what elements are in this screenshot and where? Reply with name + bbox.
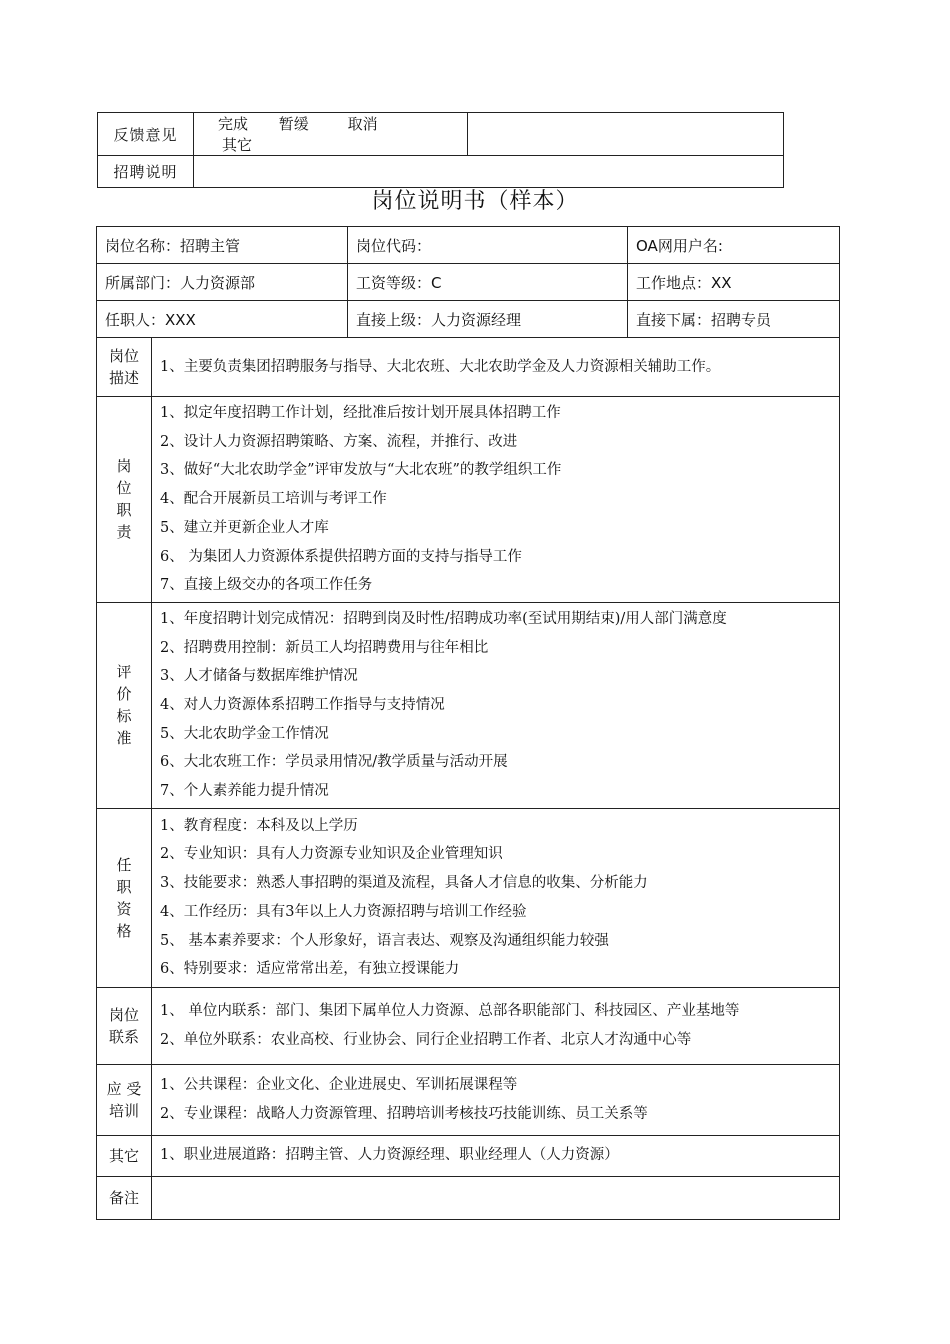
section-label: 评 价 标 准 xyxy=(97,602,152,808)
oa-user: OA网用户名: xyxy=(628,227,840,264)
option-complete[interactable]: 完成 xyxy=(218,115,249,133)
list-item: 6、 为集团人力资源体系提供招聘方面的支持与指导工作 xyxy=(160,548,522,565)
list-item: 1、主要负责集团招聘服务与指导、大北农班、大北农助学金及人力资源相关辅助工作。 xyxy=(160,358,721,375)
department: 所属部门：人力资源部 xyxy=(97,264,348,301)
position-name: 岗位名称：招聘主管 xyxy=(97,227,348,264)
section-content xyxy=(152,987,840,1064)
direct-subordinate: 直接下属：招聘专员 xyxy=(628,301,840,338)
section-content xyxy=(152,808,840,987)
feedback-options xyxy=(194,113,468,156)
position-code: 岗位代码： xyxy=(348,227,628,264)
recruit-row xyxy=(98,156,784,188)
incumbent: 任职人：XXX xyxy=(97,301,348,338)
list-item: 6、特别要求：适应常常出差，有独立授课能力 xyxy=(160,961,460,978)
section-label: 任 职 资 格 xyxy=(97,808,152,987)
section-duties xyxy=(97,397,840,603)
section-label: 岗位 描述 xyxy=(97,338,152,397)
section-label: 岗 位 职 责 xyxy=(97,397,152,603)
list-item: 6、大北农班工作：学员录用情况/教学质量与活动开展 xyxy=(160,754,508,771)
work-location: 工作地点：XX xyxy=(628,264,840,301)
document-title: 岗位说明书（样本） xyxy=(371,189,579,214)
feedback-blank[interactable] xyxy=(468,113,784,156)
list-item: 1、公共课程：企业文化、企业进展史、军训拓展课程等 xyxy=(160,1077,518,1094)
section-label: 岗位 联系 xyxy=(97,987,152,1064)
direct-superior: 直接上级：人力资源经理 xyxy=(348,301,628,338)
section-description xyxy=(97,338,840,397)
section-content xyxy=(152,338,840,397)
salary-grade: 工资等级：C xyxy=(348,264,628,301)
recruit-label: 招聘说明 xyxy=(98,156,194,188)
info-row-1 xyxy=(97,227,840,264)
remarks-content[interactable] xyxy=(152,1176,840,1219)
list-item: 5、 基本素养要求：个人形象好，语言表达、观察及沟通组织能力较强 xyxy=(160,932,609,949)
section-content xyxy=(152,397,840,603)
option-cancel[interactable]: 取消 xyxy=(347,115,378,133)
feedback-table xyxy=(97,112,784,188)
section-content xyxy=(152,1064,840,1135)
list-item: 3、人才储备与数据库维护情况 xyxy=(160,668,358,685)
list-item: 3、技能要求：熟悉人事招聘的渠道及流程，具备人才信息的收集、分析能力 xyxy=(160,875,648,892)
list-item: 1、 单位内联系：部门、集团下属单位人力资源、总部各职能部门、科技园区、产业基地等 xyxy=(160,1003,740,1020)
list-item: 5、大北农助学金工作情况 xyxy=(160,725,329,742)
list-item: 7、个人素养能力提升情况 xyxy=(160,783,329,800)
section-content xyxy=(152,1135,840,1176)
list-item: 7、直接上级交办的各项工作任务 xyxy=(160,577,373,594)
section-other xyxy=(97,1135,840,1176)
list-item: 4、工作经历：具有3年以上人力资源招聘与培训工作经验 xyxy=(160,903,527,920)
option-other[interactable]: 其它 xyxy=(222,136,253,154)
list-item: 2、专业课程：战略人力资源管理、招聘培训考核技巧技能训练、员工关系等 xyxy=(160,1105,648,1122)
section-contacts xyxy=(97,987,840,1064)
list-item: 4、配合开展新员工培训与考评工作 xyxy=(160,491,387,508)
option-postpone[interactable]: 暂缓 xyxy=(278,115,309,133)
section-remarks xyxy=(97,1176,840,1219)
list-item: 1、拟定年度招聘工作计划，经批准后按计划开展具体招聘工作 xyxy=(160,405,561,421)
feedback-label: 反馈意见 xyxy=(98,113,194,156)
section-label: 应 受 培训 xyxy=(97,1064,152,1135)
recruit-content[interactable] xyxy=(194,156,784,188)
list-item: 1、教育程度：本科及以上学历 xyxy=(160,817,358,834)
section-label: 其它 xyxy=(97,1135,152,1176)
list-item: 2、单位外联系：农业高校、行业协会、同行企业招聘工作者、北京人才沟通中心等 xyxy=(160,1031,692,1048)
info-row-2 xyxy=(97,264,840,301)
section-training xyxy=(97,1064,840,1135)
section-content xyxy=(152,602,840,808)
list-item: 2、设计人力资源招聘策略、方案、流程，并推行、改进 xyxy=(160,433,518,450)
list-item: 2、招聘费用控制：新员工人均招聘费用与往年相比 xyxy=(160,639,489,656)
section-qualifications xyxy=(97,808,840,987)
list-item: 5、建立并更新企业人才库 xyxy=(160,519,329,536)
list-item: 1、年度招聘计划完成情况：招聘到岗及时性/招聘成功率(至试用期结束)/用人部门满意度 xyxy=(160,610,727,627)
list-item: 2、专业知识：具有人力资源专业知识及企业管理知识 xyxy=(160,846,503,863)
section-label: 备注 xyxy=(97,1176,152,1219)
list-item: 1、职业进展道路：招聘主管、人力资源经理、职业经理人（人力资源） xyxy=(160,1147,619,1164)
info-row-3 xyxy=(97,301,840,338)
job-description-table xyxy=(96,226,840,1220)
section-evaluation xyxy=(97,602,840,808)
feedback-row xyxy=(98,113,784,156)
list-item: 4、对人力资源体系招聘工作指导与支持情况 xyxy=(160,697,445,714)
list-item: 3、做好“大北农助学金”评审发放与“大北农班”的教学组织工作 xyxy=(160,462,562,479)
